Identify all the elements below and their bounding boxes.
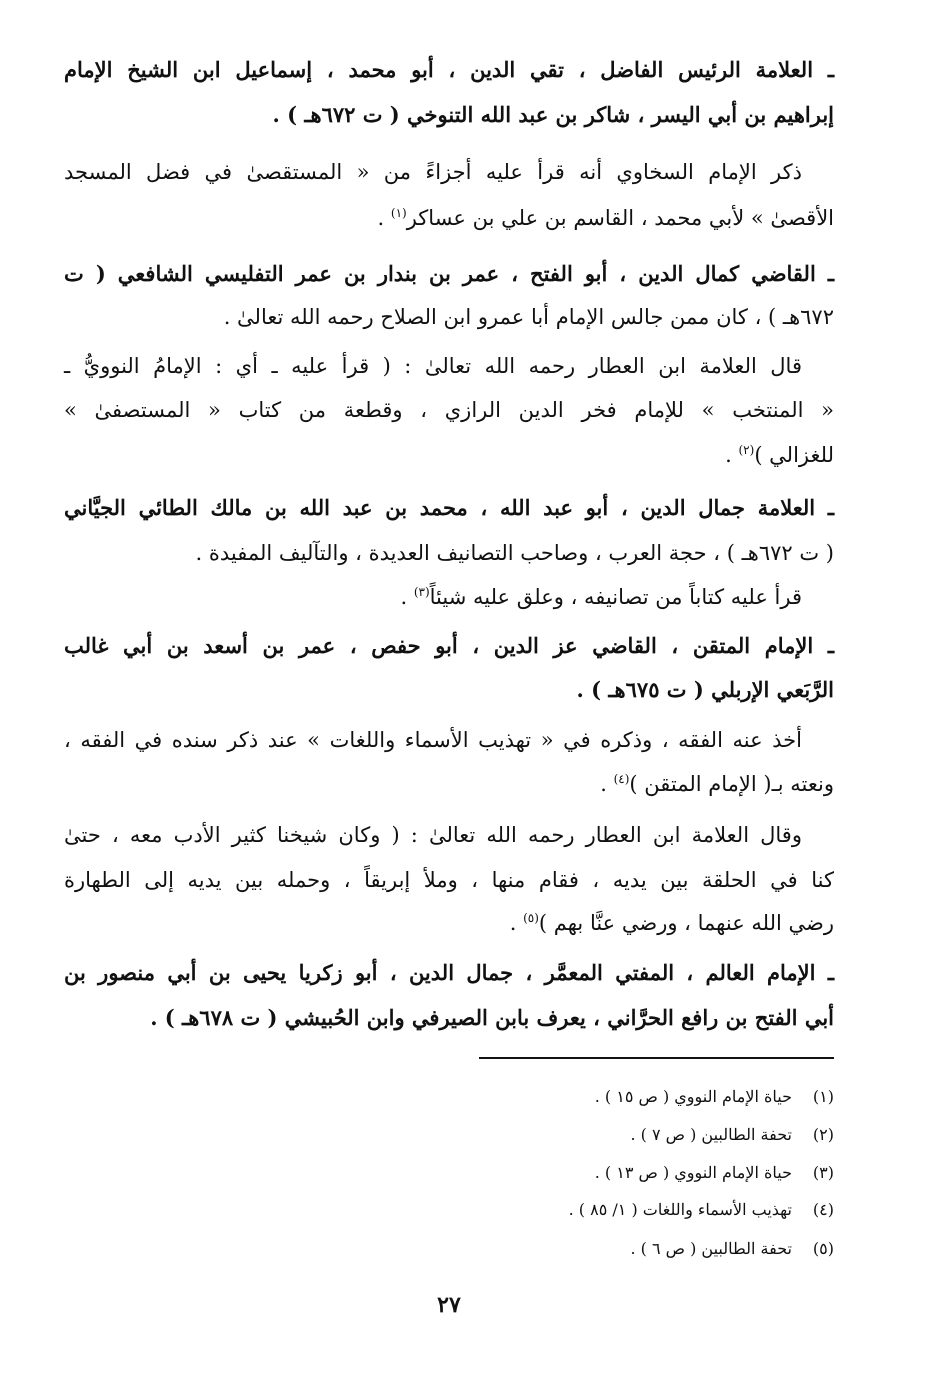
footnote-text: تحفة الطالبين ( ص ٧ ) . <box>630 1125 792 1144</box>
footnote-item <box>595 1161 834 1185</box>
text-line: ـ الإمام العالم ، المفتي المعمَّر ، جمال الدين ، أبو زكريا يحيى بن أبي منصور بن <box>64 960 834 985</box>
footnote-ref[interactable]: (٤) <box>613 772 630 786</box>
page-number: ٢٧ <box>437 1292 461 1318</box>
text-line: أخذ عنه الفقه ، وذكره في « تهذيب الأسماء واللغات » عند ذكر سنده في الفقه ، <box>64 728 802 752</box>
text-line: إبراهيم بن أبي اليسر ، شاكر بن عبد الله التنوخي ( ت ٦٧٢هـ ) . <box>272 102 834 127</box>
footnote-item <box>595 1085 834 1109</box>
footnote-text: حياة الإمام النووي ( ص ١٥ ) . <box>594 1087 792 1106</box>
text-line: « المنتخب » للإمام فخر الدين الرازي ، وقطعة من كتاب « المستصفىٰ » <box>64 398 834 422</box>
footnote-item <box>630 1123 834 1147</box>
text-line: الأقصىٰ » لأبي محمد ، القاسم بن علي بن عساكر$^{(١)}$ . <box>377 206 834 230</box>
footnote-number: (٣) <box>812 1163 834 1182</box>
text-line: الرَّبَعي الإربلي ( ت ٦٧٥هـ ) . <box>576 677 834 702</box>
text-line: ونعته بـ( الإمام المتقن )$^{(٤)}$ . <box>600 772 834 796</box>
footnote-number: (٥) <box>812 1239 834 1258</box>
footnote-text: تهذيب الأسماء واللغات ( ١/ ٨٥ ) . <box>568 1200 792 1219</box>
footnote-item <box>569 1198 834 1222</box>
text-line: ـ القاضي كمال الدين ، أبو الفتح ، عمر بن بندار بن عمر التفليسي الشافعي ( ت <box>64 261 834 286</box>
text-line: ـ العلامة جمال الدين ، أبو عبد الله ، محمد بن عبد الله بن مالك الطائي الجيَّاني <box>64 495 834 520</box>
text-line: ( ت ٦٧٢هـ ) ، حجة العرب ، وصاحب التصانيف العديدة ، والتآليف المفيدة . <box>195 541 834 565</box>
footnote-separator <box>479 1057 834 1059</box>
footnote-ref[interactable]: (٥) <box>523 911 539 925</box>
text-line: ـ الإمام المتقن ، القاضي عز الدين ، أبو حفص ، عمر بن أسعد بن أبي غالب <box>64 633 834 658</box>
text-line: قرأ عليه كتاباً من تصانيفه ، وعلق عليه شيئاً$^{(٣)}$ . <box>400 585 802 609</box>
text-line: ٦٧٢هـ ) ، كان ممن جالس الإمام أبا عمرو ابن الصلاح رحمه الله تعالىٰ . <box>223 305 834 329</box>
text-line: وقال العلامة ابن العطار رحمه الله تعالىٰ : ( وكان شيخنا كثير الأدب معه ، حتىٰ <box>64 823 802 847</box>
footnote-text: حياة الإمام النووي ( ص ١٣ ) . <box>594 1163 792 1182</box>
footnote-ref[interactable]: (١) <box>390 206 407 220</box>
text-line: ـ العلامة الرئيس الفاضل ، تقي الدين ، أبو محمد ، إسماعيل ابن الشيخ الإمام <box>64 57 834 82</box>
footnote-number: (٤) <box>812 1200 834 1219</box>
footnote-ref[interactable]: (٣) <box>413 585 430 599</box>
footnote-text: تحفة الطالبين ( ص ٦ ) . <box>630 1239 792 1258</box>
text-line: كنا في الحلقة بين يديه ، فقام منها ، وملأ إبريقاً ، وحمله بين يديه إلى الطهارة <box>64 868 834 892</box>
text-line: رضي الله عنهما ، ورضي عنَّا بهم )$^{(٥)}$ . <box>509 911 834 935</box>
text-line: أبي الفتح بن رافع الحرَّاني ، يعرف بابن الصيرفي وابن الحُبيشي ( ت ٦٧٨هـ ) . <box>150 1005 834 1030</box>
footnote-number: (١) <box>812 1087 834 1106</box>
text-line: للغزالي )$^{(٢)}$ . <box>725 443 834 467</box>
footnote-item <box>630 1237 834 1261</box>
footnote-ref[interactable]: (٢) <box>738 443 755 457</box>
footnote-number: (٢) <box>812 1125 834 1144</box>
text-line: قال العلامة ابن العطار رحمه الله تعالىٰ : ( قرأ عليه ـ أي : الإمامُ النوويُّ ـ <box>64 354 802 378</box>
text-line: ذكر الإمام السخاوي أنه قرأ عليه أجزاءً من « المستقصىٰ في فضل المسجد <box>64 160 802 184</box>
